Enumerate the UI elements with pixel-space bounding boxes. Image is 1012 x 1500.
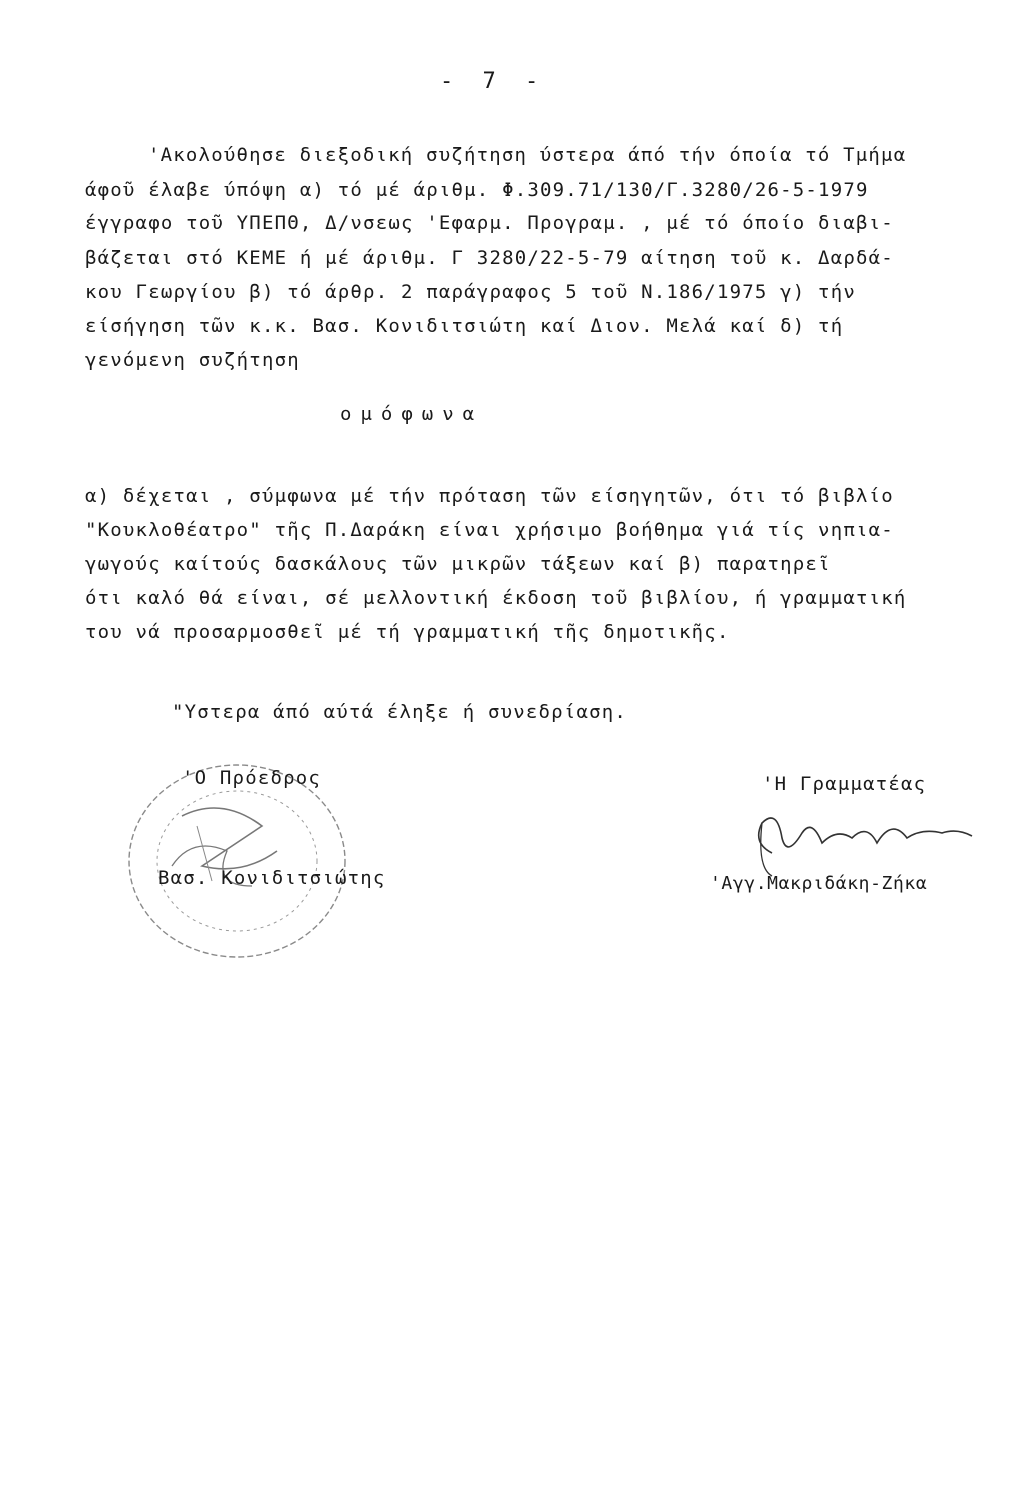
page-number: - 7 - (440, 69, 547, 94)
secretary-signature (742, 798, 982, 878)
decision-heading: ομόφωνα (340, 403, 484, 425)
paragraph-1-line: 'Ακολούθησε διεξοδική συζήτηση ύστερα άπό τήν όποία τό Τμήμα (148, 144, 907, 166)
paragraph-2-line: α) δέχεται , σύμφωνα μέ τήν πρόταση τῶν είσηγητῶν, ότι τό βιβλίο (85, 485, 894, 507)
president-title: 'Ο Πρόεδρος (182, 767, 322, 789)
paragraph-2-line: "Κουκλοθέατρο" τῆς Π.Δαράκη είναι χρήσιμο βοήθημα γιά τίς νηπια- (85, 519, 894, 541)
paragraph-2-line: γωγούς καίτούς δασκάλους τῶν μικρῶν τάξεων καί β) παρατηρεῖ (85, 553, 831, 575)
paragraph-1-line: είσήγηση τῶν κ.κ. Βασ. Κονιδιτσιώτη καί Διον. Μελά καί δ) τή (85, 315, 844, 337)
secretary-title: 'Η Γραμματέας (762, 773, 927, 795)
secretary-name: 'Αγγ.Μακριδάκη-Ζήκα (710, 873, 928, 894)
paragraph-1-line: έγγραφο τοῦ ΥΠΕΠΘ, Δ/νσεως 'Εφαρμ. Προγραμ. , μέ τό όποίο διαβι- (85, 212, 894, 234)
paragraph-1-line: γενόμενη συζήτηση (85, 349, 300, 371)
paragraph-1-line: κου Γεωργίου β) τό άρθρ. 2 παράγραφος 5 τοῦ Ν.186/1975 γ) τήν (85, 281, 856, 303)
paragraph-1-line: βάζεται στό ΚΕΜΕ ή μέ άριθμ. Γ 3280/22-5-79 αίτηση τοῦ κ. Δαρδά- (85, 247, 894, 269)
paragraph-1-line: άφοῦ έλαβε ύπόψη α) τό μέ άριθμ. Φ.309.71/130/Γ.3280/26-5-1979 (85, 179, 869, 201)
closing-statement: "Υστερα άπό αύτά έληξε ή συνεδρίαση. (172, 701, 628, 723)
president-name: Βασ. Κονιδιτσιώτης (158, 867, 386, 889)
paragraph-2-line: του νά προσαρμοσθεῖ μέ τή γραμματική τῆς δημοτικῆς. (85, 621, 730, 643)
paragraph-2-line: ότι καλό θά είναι, σέ μελλοντική έκδοση τοῦ βιβλίου, ή γραμματική (85, 587, 907, 609)
